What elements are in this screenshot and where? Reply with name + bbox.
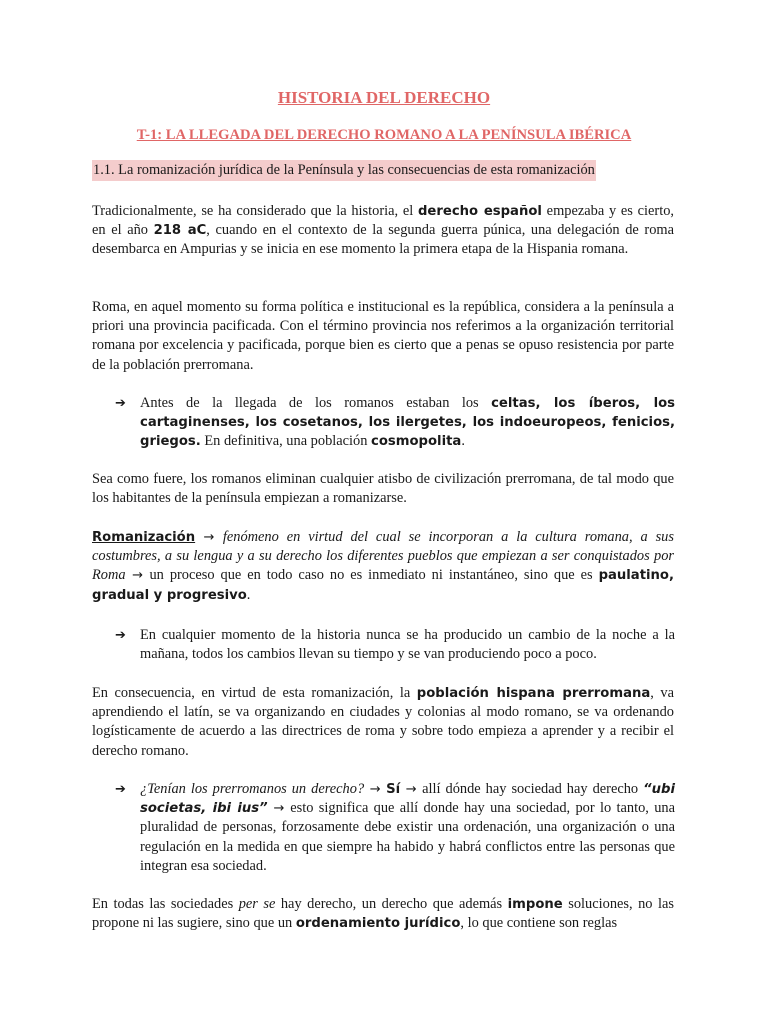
arrow-bullet-icon: ➔ [115,628,126,643]
bullet-prerromanos: ➔ Antes de la llegada de los romanos estaban los celtas, los íberos, los cartaginenses, los cosetanos, los ilergetes, los indoeuropeos, fenicios, griegos. En definitiva, una población cosmopolita. [115,395,675,450]
bullet-cambios: ➔ En cualquier momento de la historia nunca se ha producido un cambio de la noche a la mañana, todos los cambios llevan su tiempo y se van produciendo poco a poco. [115,627,675,663]
arrow-bullet-icon: ➔ [115,396,126,411]
document-title: HISTORIA DEL DERECHO [277,88,491,107]
paragraph-sea-como-fuere: Sea como fuere, los romanos eliminan cualquier atisbo de civilización prerromana, de tal modo que los habitantes de la península empiezan a romanizarse. [92,471,674,507]
bullet-derecho-prerromano: ➔ ¿Tenían los prerromanos un derecho? → Sí → allí dónde hay sociedad hay derecho “ubi societas, ibi ius” → esto significa que allí donde hay una sociedad, por lo tanto, una pluralidad de personas, forzosamente debe existir una ordenación, una organización o una regulación en la medida en que siempre ha habido y habrá conflictos entre las personas que integran esa sociedad. [115,781,675,874]
paragraph-consecuencia: En consecuencia, en virtud de esta romanización, la población hispana prerromana, va aprendiendo el latín, se va organizando en ciudades y colonias al modo romano, se va ordenando logísticamente de acuerdo a las directrices de roma y sobre todo empieza a aprender y a recibir el derecho romano. [92,685,674,759]
paragraph-roma: Roma, en aquel momento su forma política e institucional es la república, considera a la península a priori una provincia pacificada. Con el término provincia nos referimos a la organización territorial romana por excelencia y pacificada, porque bien es cierto que a penas se opuso resistencia por parte de la población prerromana. [92,299,674,373]
paragraph-romanizacion: Romanización → fenómeno en virtud del cual se incorporan a la cultura romana, a sus costumbres, a su lengua y a su derecho los diferentes pueblos que empiezan a ser conquistados por Roma → un proceso que en todo caso no es inmediato ni instantáneo, sino que es paulatino, gradual y progresivo. [92,529,674,603]
section-heading: 1.1. La romanización jurídica de la Península y las consecuencias de esta romanización [92,160,596,181]
paragraph-intro: Tradicionalmente, se ha considerado que la historia, el derecho español empezaba y es cierto, en el año 218 aC, cuando en el contexto de la segunda guerra púnica, una delegación de roma desembarca en Ampurias y se inicia en ese momento la primera etapa de la Hispania romana. [92,203,674,258]
chapter-subtitle: T-1: LA LLEGADA DEL DERECHO ROMANO A LA PENÍNSULA IBÉRICA [136,127,632,143]
paragraph-sociedades: En todas las sociedades per se hay derecho, un derecho que además impone soluciones, no las propone ni las sugiere, sino que un ordenamiento jurídico, lo que contiene son reglas [92,896,674,932]
term-romanizacion: Romanización [92,530,196,545]
arrow-bullet-icon: ➔ [115,782,126,797]
